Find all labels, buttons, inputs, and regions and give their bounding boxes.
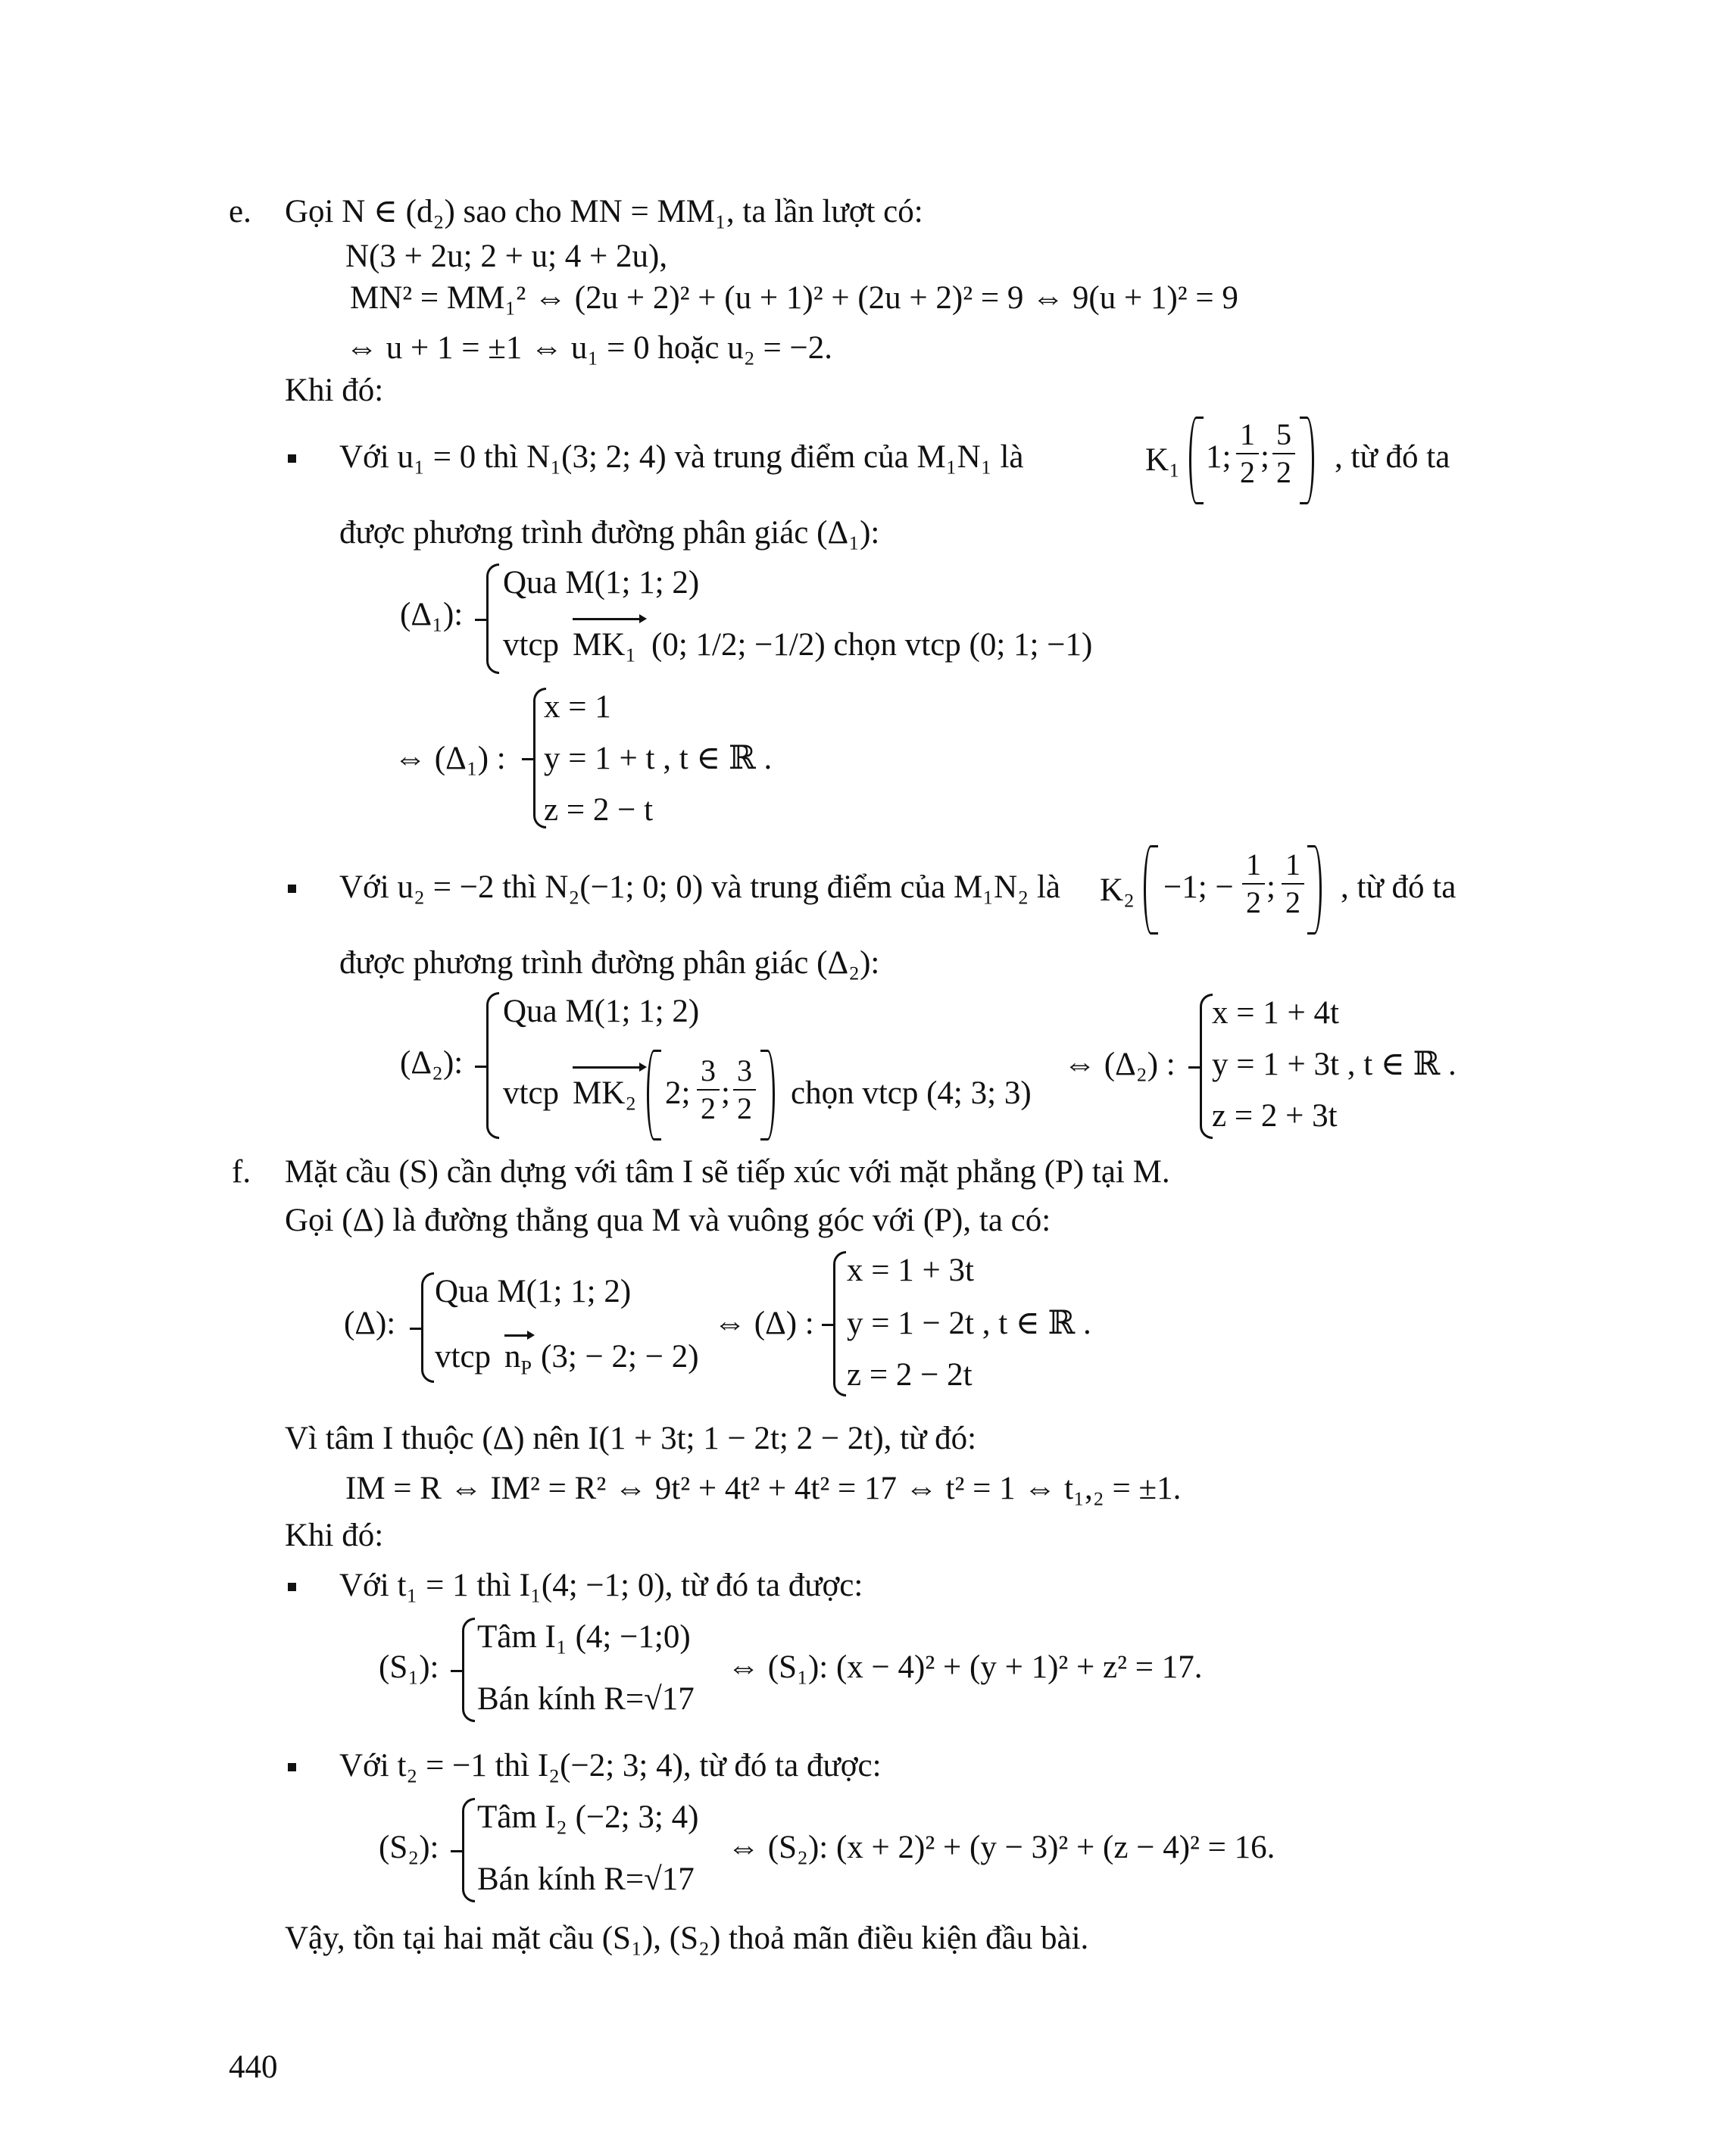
case2-line2: được phương trình đường phân giác (Δ₂): bbox=[339, 945, 880, 981]
d2-vtcp: vtcp bbox=[503, 1075, 560, 1111]
delta-vec: $n_P$ bbox=[504, 1339, 532, 1379]
d1-vec: MK₁ bbox=[573, 627, 637, 663]
d2-qua: Qua M(1; 1; 2) bbox=[503, 994, 700, 1029]
s1-equation: ⇔ (S₁): (x − 4)² + (y + 1)² + z² = 17. bbox=[727, 1649, 1203, 1685]
right-paren bbox=[1300, 417, 1314, 504]
part-e-line2: N(3 + 2u; 2 + u; 4 + 2u), bbox=[345, 239, 668, 274]
part-e-line1: Gọi N ∈ (d₂) sao cho MN = MM₁, ta lần lượt có: bbox=[285, 194, 923, 229]
case2-K: K₂ bbox=[1100, 872, 1135, 908]
part-f-line1: Mặt cầu (S) cần dựng với tâm I sẽ tiếp xúc với mặt phẳng (P) tại M. bbox=[285, 1154, 1170, 1190]
case1-line2: được phương trình đường phân giác (Δ₁): bbox=[339, 515, 880, 551]
brace bbox=[462, 1618, 475, 1722]
semicolon: ; bbox=[1266, 869, 1275, 905]
case2-tail: , từ đó ta bbox=[1341, 869, 1457, 905]
semicolon: ; bbox=[1260, 439, 1269, 475]
d2-choose: chọn vtcp (4; 3; 3) bbox=[791, 1075, 1032, 1111]
left-paren bbox=[1144, 845, 1158, 935]
d2-label: (Δ₂): bbox=[400, 1045, 464, 1081]
semicolon: ; bbox=[721, 1075, 730, 1111]
case1-K: K₁ bbox=[1145, 442, 1181, 478]
case1-K-head: 1; bbox=[1206, 439, 1232, 475]
bullet bbox=[288, 1583, 296, 1591]
d1-label: (Δ₁): bbox=[400, 597, 464, 632]
s1-radius: Bán kính R=√17 bbox=[477, 1681, 695, 1717]
delta-z: z = 2 − 2t bbox=[847, 1357, 973, 1393]
bullet bbox=[288, 1763, 296, 1771]
case2-K-head: −1; − bbox=[1163, 869, 1234, 905]
fraction: 5 2 bbox=[1272, 418, 1295, 489]
part-f-line4: IM = R ⇔ IM² = R² ⇔ 9t² + 4t² + 4t² = 17 ⇔ t² = 1 ⇔ t₁,₂ = ±1. bbox=[345, 1471, 1182, 1506]
brace bbox=[486, 563, 499, 674]
d2-vec: MK₂ bbox=[573, 1075, 637, 1111]
delta-vtcp-val: (3; − 2; − 2) bbox=[541, 1339, 699, 1375]
d2-y: y = 1 + 3t , t ∈ ℝ . bbox=[1212, 1047, 1457, 1082]
s2-label: (S₂): bbox=[379, 1830, 439, 1865]
delta-vtcp: vtcp bbox=[435, 1339, 492, 1375]
fraction: 1 2 bbox=[1236, 418, 1259, 489]
s2-center: Tâm I₂ (−2; 3; 4) bbox=[477, 1799, 699, 1835]
delta-qua: Qua M(1; 1; 2) bbox=[435, 1274, 632, 1309]
part-f-line2: Gọi (Δ) là đường thẳng qua M và vuông góc với (P), ta có: bbox=[285, 1203, 1051, 1238]
fraction: 3 2 bbox=[697, 1054, 720, 1125]
case1-text: Với u₁ = 0 thì N₁(3; 2; 4) và trung điểm của M₁N₁ là bbox=[339, 439, 1024, 475]
delta-label: (Δ): bbox=[344, 1306, 396, 1341]
s2-radius: Bán kính R=√17 bbox=[477, 1861, 695, 1897]
fraction: 1 2 bbox=[1282, 848, 1304, 919]
d1-vtcp-val: (0; 1/2; −1/2) chọn vtcp (0; 1; −1) bbox=[651, 627, 1093, 663]
brace bbox=[833, 1251, 846, 1396]
brace bbox=[486, 992, 499, 1139]
page-number: 440 bbox=[229, 2049, 278, 2085]
case-t2: Với t₂ = −1 thì I₂(−2; 3; 4), từ đó ta được: bbox=[339, 1748, 882, 1783]
left-paren bbox=[1189, 417, 1204, 504]
vector-arrow bbox=[573, 618, 644, 620]
case1-tail: , từ đó ta bbox=[1335, 439, 1450, 475]
d2-z: z = 2 + 3t bbox=[1212, 1098, 1338, 1134]
d1-x: x = 1 bbox=[544, 689, 611, 725]
left-paren bbox=[647, 1050, 661, 1141]
fraction: 3 2 bbox=[733, 1054, 756, 1125]
d2-x: x = 1 + 4t bbox=[1212, 995, 1339, 1031]
part-e-khi-do: Khi đó: bbox=[285, 373, 384, 408]
vector-arrow bbox=[573, 1066, 644, 1069]
case2-text: Với u₂ = −2 thì N₂(−1; 0; 0) và trung điểm của M₁N₂ là bbox=[339, 869, 1061, 905]
part-f-label: f. bbox=[232, 1154, 251, 1190]
bullet bbox=[288, 454, 296, 463]
delta-equiv: ⇔ (Δ) : bbox=[713, 1306, 814, 1341]
s1-center: Tâm I₁ (4; −1;0) bbox=[477, 1619, 691, 1655]
d2-head: 2; bbox=[665, 1075, 691, 1111]
delta-y: y = 1 − 2t , t ∈ ℝ . bbox=[847, 1306, 1091, 1341]
part-e-line4: ⇔ u + 1 = ±1 ⇔ u₁ = 0 hoặc u₂ = −2. bbox=[345, 330, 833, 366]
part-e-line3: MN² = MM₁² ⇔ (2u + 2)² + (u + 1)² + (2u + 2)² = 9 ⇔ 9(u + 1)² = 9 bbox=[350, 280, 1238, 316]
d1-equiv: ⇔ (Δ₁) : bbox=[394, 741, 506, 776]
brace bbox=[1200, 994, 1213, 1139]
s1-label: (S₁): bbox=[379, 1649, 439, 1685]
d1-z: z = 2 − t bbox=[544, 792, 654, 828]
part-f-khi-do: Khi đó: bbox=[285, 1518, 384, 1553]
brace bbox=[421, 1272, 434, 1383]
right-paren bbox=[760, 1050, 775, 1141]
d2-equiv: ⇔ (Δ₂) : bbox=[1063, 1047, 1176, 1082]
right-paren bbox=[1307, 845, 1322, 935]
brace bbox=[462, 1798, 475, 1902]
d1-y: y = 1 + t , t ∈ ℝ . bbox=[544, 741, 773, 776]
fraction: 1 2 bbox=[1242, 848, 1265, 919]
bullet bbox=[288, 885, 296, 893]
vector-arrow bbox=[504, 1334, 532, 1337]
conclusion: Vậy, tồn tại hai mặt cầu (S₁), (S₂) thoả mãn điều kiện đầu bài. bbox=[285, 1921, 1089, 1956]
case-t1: Với t₁ = 1 thì I₁(4; −1; 0), từ đó ta được: bbox=[339, 1568, 863, 1603]
part-e-label: e. bbox=[229, 194, 251, 229]
delta-x: x = 1 + 3t bbox=[847, 1253, 974, 1288]
part-f-line3: Vì tâm I thuộc (Δ) nên I(1 + 3t; 1 − 2t; 2 − 2t), từ đó: bbox=[285, 1421, 977, 1456]
d1-vtcp: vtcp bbox=[503, 627, 560, 663]
s2-equation: ⇔ (S₂): (x + 2)² + (y − 3)² + (z − 4)² = 16. bbox=[727, 1830, 1275, 1865]
d1-qua: Qua M(1; 1; 2) bbox=[503, 565, 700, 601]
